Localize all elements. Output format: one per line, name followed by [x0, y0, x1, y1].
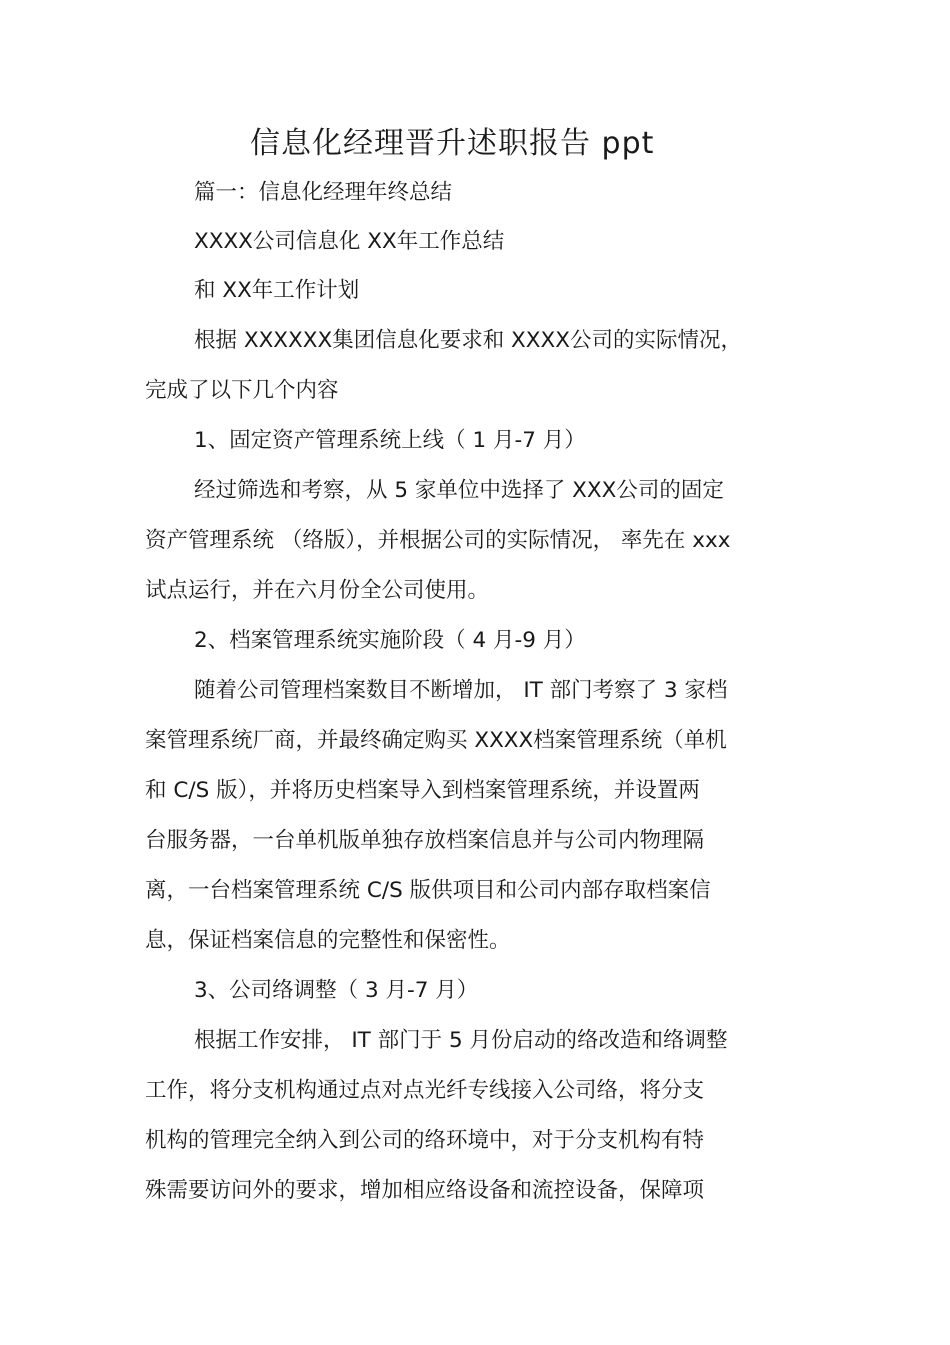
- paragraph-line: 根据工作安排， IT 部门于 5 月份启动的络改造和络调整: [194, 1028, 728, 1053]
- section-heading: 1、固定资产管理系统上线（ 1 月-7 月）: [194, 428, 586, 453]
- document-title: 信息化经理晋升述职报告 ppt: [250, 126, 655, 161]
- paragraph-line: 试点运行，并在六月份全公司使用。: [145, 578, 490, 603]
- paragraph-line: 经过筛选和考察，从 5 家单位中选择了 XXX公司的固定: [194, 478, 724, 503]
- paragraph-line: 和 XX年工作计划: [194, 278, 360, 303]
- paragraph-line: 资产管理系统 （络版），并根据公司的实际情况， 率先在 xxx: [145, 528, 731, 553]
- paragraph-line: 殊需要访问外的要求，增加相应络设备和流控设备，保障项: [145, 1178, 705, 1203]
- paragraph-line: 随着公司管理档案数目不断增加， IT 部门考察了 3 家档: [194, 678, 728, 703]
- section-heading: 篇一：信息化经理年终总结: [194, 180, 453, 205]
- paragraph-line: XXXX公司信息化 XX年工作总结: [194, 229, 505, 254]
- paragraph-line: 完成了以下几个内容: [145, 378, 339, 403]
- paragraph-line: 工作，将分支机构通过点对点光纤专线接入公司络，将分支: [145, 1078, 705, 1103]
- paragraph-line: 案管理系统厂商，并最终确定购买 XXXX档案管理系统（单机: [145, 728, 727, 753]
- paragraph-line: 根据 XXXXXX集团信息化要求和 XXXX公司的实际情况，: [194, 328, 742, 353]
- section-heading: 2、档案管理系统实施阶段（ 4 月-9 月）: [194, 628, 586, 653]
- paragraph-line: 息，保证档案信息的完整性和保密性。: [145, 928, 511, 953]
- paragraph-line: 和 C/S 版），并将历史档案导入到档案管理系统，并设置两: [145, 778, 700, 803]
- paragraph-line: 台服务器，一台单机版单独存放档案信息并与公司内物理隔: [145, 828, 705, 853]
- section-heading: 3、公司络调整（ 3 月-7 月）: [194, 978, 479, 1003]
- paragraph-line: 机构的管理完全纳入到公司的络环境中，对于分支机构有特: [145, 1128, 705, 1153]
- paragraph-line: 离，一台档案管理系统 C/S 版供项目和公司内部存取档案信: [145, 878, 711, 903]
